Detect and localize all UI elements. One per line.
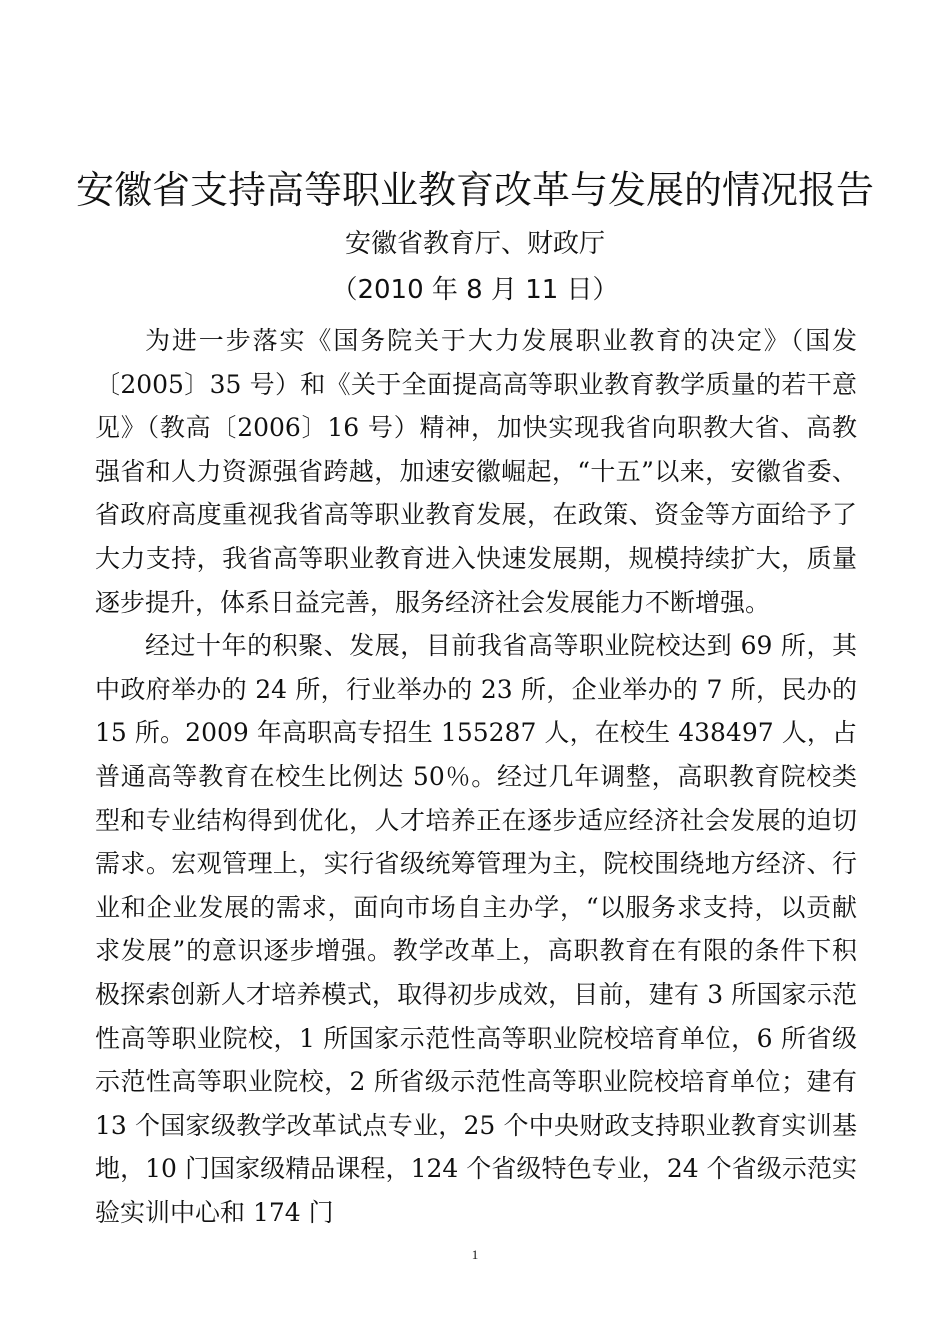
paragraph: 经过十年的积聚、发展，目前我省高等职业院校达到 69 所，其中政府举办的 24 所，行业举办的 23 所，企业举办的 7 所，民办的 15 所。2009 年高职高专招生 155287 人，在校生 438497 人，占普通高等教育在校生比例达 50％。经过几年调整，高职教育院校类型和专业结构得到优化，人才培养正在逐步适应经济社会发展的迫切需求。宏观管理上，实行省级统筹管理为主，院校围绕地方经济、行业和企业发展的需求，面向市场自主办学，“以服务求支持，以贡献求发展”的意识逐步增强。教学改革上，高职教育在有限的条件下积极探索创新人才培养模式，取得初步成效，目前，建有 3 所国家示范性高等职业院校，1 所国家示范性高等职业院校培育单位，6 所省级示范性高等职业院校，2 所省级示范性高等职业院校培育单位；建有 13 个国家级教学改革试点专业，25 个中央财政支持职业教育实训基地，10 门国家级精品课程，124 个省级特色专业，24 个省级示范实验实训中心和 174 门: [95, 631, 857, 1227]
page-number: 1: [471, 1247, 479, 1262]
document-title: 安徽省支持高等职业教育改革与发展的情况报告: [75, 168, 874, 212]
document-author: 安徽省教育厅、财政厅: [344, 229, 605, 259]
document-body: [95, 319, 857, 1234]
paragraph: 为进一步落实《国务院关于大力发展职业教育的决定》（国发〔2005〕35 号）和《关于全面提高高等职业教育教学质量的若干意见》（教高〔2006〕16 号）精神，加快实现我省向职教大省、高教强省和人力资源强省跨越，加速安徽崛起，“十五”以来，安徽省委、省政府高度重视我省高等职业教育发展，在政策、资金等方面给予了大力支持，我省高等职业教育进入快速发展期，规模持续扩大，质量逐步提升，体系日益完善，服务经济社会发展能力不断增强。: [95, 326, 857, 617]
document-date: （2010 年 8 月 11 日）: [331, 275, 619, 305]
